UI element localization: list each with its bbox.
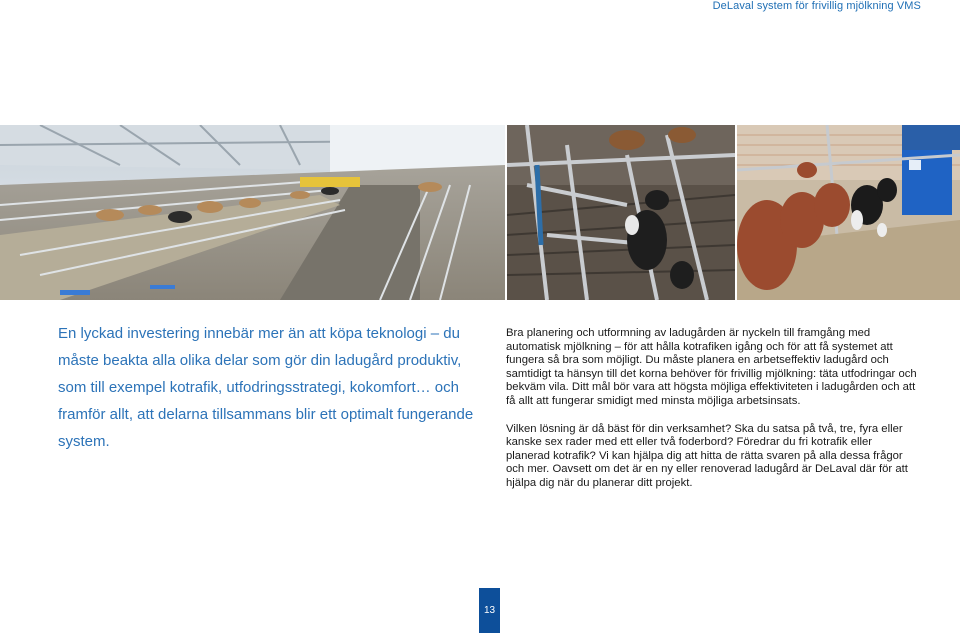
intro-text: En lyckad investering innebär mer än att köpa teknologi – du måste beakta alla olika delar som gör din ladugård produktiv, som till exempel kotrafik, utfodringsstrategi, kokomfort… och framför allt, att delarna tillsammans blir ett optimalt fungerande system. <box>58 325 474 450</box>
cows-feeding-photo <box>737 125 960 300</box>
body-paragraph-1: Bra planering och utformning av ladugården är nyckeln till framgång med automatisk mjölkning – för att hålla kotrafiken igång och för att få systemet att fungera så bra som möjligt. Du måste planera en arbetseffektiv ladugård och samtidigt ta hänsyn till det korna behöver för frivillig mjölkning: täta utfodringar och bekväm vila. Ditt mål bör vara att högsta möjliga effektiviteten i ladugården och att få allt att fungerar smidigt med minsta möjliga arbetsinsats. <box>506 327 917 407</box>
page-number-tab <box>479 588 500 633</box>
intro-paragraph <box>58 320 488 455</box>
barn-overview-photo <box>0 125 505 300</box>
body-text-column <box>506 327 918 505</box>
page-number: 13 <box>483 605 496 616</box>
body-paragraph-2: Vilken lösning är då bäst för din verksamhet? Ska du satsa på två, tre, fyra eller kanske sex rader med ett eller två foderbord? Föredrar du fri kotrafik eller planerad kotrafik? Vi kan hjälpa dig att hitta de rätta svaren på alla dessa frågor och mer. Oavsett om det är en ny eller renoverad ladugård är DeLaval där för att hjälpa dig när du planerar ditt projekt. <box>506 422 908 489</box>
cow-gates-photo <box>507 125 735 300</box>
document-header-title: DeLaval system för frivillig mjölkning VMS <box>712 0 921 12</box>
